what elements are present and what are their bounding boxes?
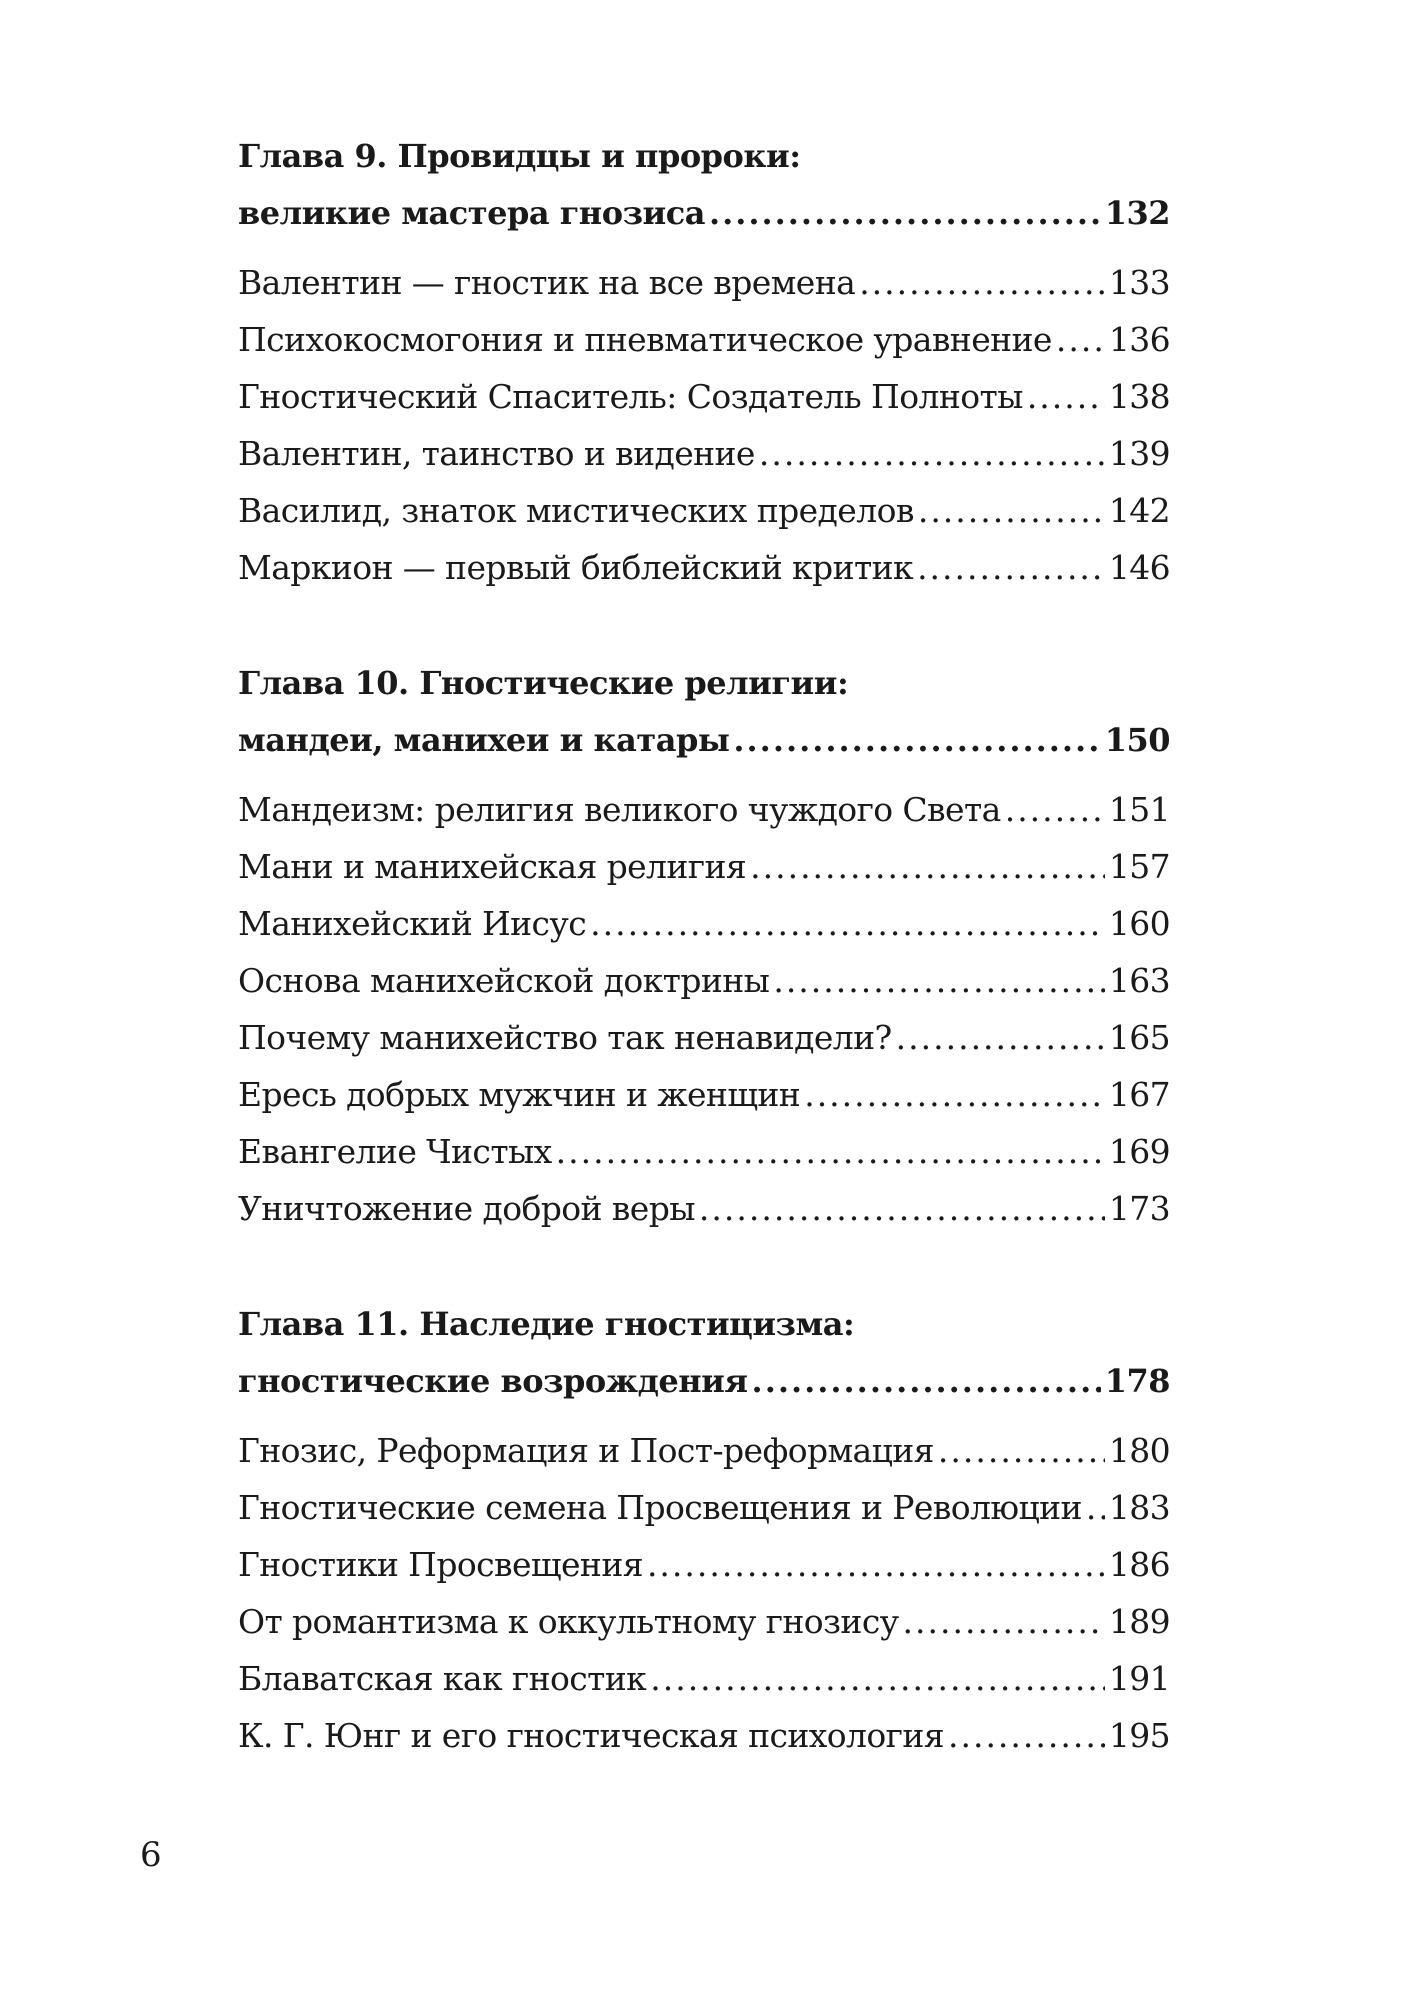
toc-entry-page: 146 [1108,548,1170,587]
toc-entry-page: 157 [1108,847,1170,886]
toc-entry-label: Василид, знаток мистических пределов [238,491,914,530]
toc-entry-page: 169 [1108,1132,1170,1171]
toc-entry-label: От романтизма к оккультному гнозису [238,1602,899,1641]
toc-entry-page: 142 [1108,491,1170,530]
chapter-title-line2: мандеи, манихеи и катары [238,721,730,759]
toc-entry-label: Евангелие Чистых [238,1132,552,1171]
toc-entry [238,311,1170,368]
leader-dots [709,185,1101,242]
leader-dots [804,1066,1105,1123]
toc-entry-label: Ересь добрых мужчин и женщин [238,1075,801,1114]
toc-entry [238,1479,1170,1536]
toc-entry [238,1650,1170,1707]
toc-entry-page: 173 [1108,1189,1170,1228]
chapter-title-line1: Глава 11. Наследие гностицизма: [238,1305,855,1343]
toc-entry-label: Гностические семена Просвещения и Революции [238,1488,1082,1527]
toc-entry-label: Валентин, таинство и видение [238,434,755,473]
toc-entry [238,1009,1170,1066]
toc-entry [238,781,1170,838]
chapter-9 [238,128,1170,596]
toc-entry-label: Манихейский Иисус [238,904,587,943]
toc-entry [238,1536,1170,1593]
leader-dots [1056,311,1105,368]
leader-dots [1027,368,1105,425]
leader-dots [647,1536,1105,1593]
chapter-11 [238,1296,1170,1764]
chapter-title-line2: гностические возрождения [238,1362,748,1400]
toc-entry-label: Маркион — первый библейский критик [238,548,914,587]
toc-entry [238,1422,1170,1479]
chapter-10 [238,655,1170,1237]
leader-dots [938,1422,1105,1479]
leader-dots [948,1707,1105,1764]
toc-entry-label: Психокосмогония и пневматическое уравнение [238,320,1052,359]
toc-entry [238,895,1170,952]
leader-dots [699,1180,1105,1237]
toc-entry-label: Почему манихейство так ненавидели? [238,1018,892,1057]
toc-entry [238,425,1170,482]
chapter-title-line2: великие мастера гнозиса [238,194,705,232]
toc-entry-page: 151 [1108,790,1170,829]
toc-entry-page: 160 [1108,904,1170,943]
toc-entry [238,1593,1170,1650]
toc-entry [238,1180,1170,1237]
leader-dots [650,1650,1105,1707]
toc-entry-label: Мани и манихейская религия [238,847,747,886]
toc-entry-label: Валентин — гностик на все времена [238,263,856,302]
toc-entry-label: Гностический Спаситель: Создатель Полноты [238,377,1023,416]
toc-entry-label: Блаватская как гностик [238,1659,647,1698]
leader-dots [750,838,1105,895]
toc-entry-page: 191 [1108,1659,1170,1698]
toc-entry [238,952,1170,1009]
toc-entry-label: Уничтожение доброй веры [238,1189,695,1228]
toc-entry-page: 167 [1108,1075,1170,1114]
leader-dots [752,1353,1101,1410]
leader-dots [903,1593,1105,1650]
chapter-page-number: 178 [1104,1362,1170,1400]
toc-entry-label: Гностики Просвещения [238,1545,643,1584]
toc-entry-page: 133 [1108,263,1170,302]
toc-entry-page: 180 [1108,1431,1170,1470]
leader-dots [918,482,1105,539]
toc-entry [238,482,1170,539]
leader-dots [917,539,1105,596]
toc-entry-label: К. Г. Юнг и его гностическая психология [238,1716,944,1755]
chapter-page-number: 150 [1104,721,1170,759]
toc-entry-label: Мандеизм: религия великого чуждого Света [238,790,1001,829]
toc-entry-label: Основа манихейской доктрины [238,961,770,1000]
toc-entry-page: 195 [1108,1716,1170,1755]
leader-dots [896,1009,1105,1066]
leader-dots [556,1123,1105,1180]
toc-entry [238,368,1170,425]
leader-dots [1005,781,1105,838]
leader-dots [1086,1479,1105,1536]
chapter-title-row [238,1353,1170,1410]
toc-entry-page: 165 [1108,1018,1170,1057]
toc-entry-page: 138 [1108,377,1170,416]
toc-entry [238,1707,1170,1764]
toc-entry-page: 189 [1108,1602,1170,1641]
leader-dots [859,254,1105,311]
toc-entry [238,1066,1170,1123]
chapter-title-row [238,712,1170,769]
toc-entry [238,254,1170,311]
chapter-title-line1: Глава 10. Гностические религии: [238,664,849,702]
leader-dots [759,425,1105,482]
chapter-title-line1: Глава 9. Провидцы и пророки: [238,137,801,175]
toc-entry [238,1123,1170,1180]
leader-dots [590,895,1105,952]
chapter-title-row [238,185,1170,242]
toc-entry [238,838,1170,895]
leader-dots [773,952,1104,1009]
toc-entry-page: 163 [1108,961,1170,1000]
leader-dots [733,712,1100,769]
toc-entry-page: 136 [1108,320,1170,359]
toc-entry-page: 183 [1108,1488,1170,1527]
toc-entry-label: Гнозис, Реформация и Пост-реформация [238,1431,934,1470]
toc-entry [238,539,1170,596]
page-number: 6 [140,1835,162,1875]
chapter-page-number: 132 [1104,194,1170,232]
table-of-contents [238,128,1170,1823]
toc-entry-page: 186 [1108,1545,1170,1584]
toc-entry-page: 139 [1108,434,1170,473]
